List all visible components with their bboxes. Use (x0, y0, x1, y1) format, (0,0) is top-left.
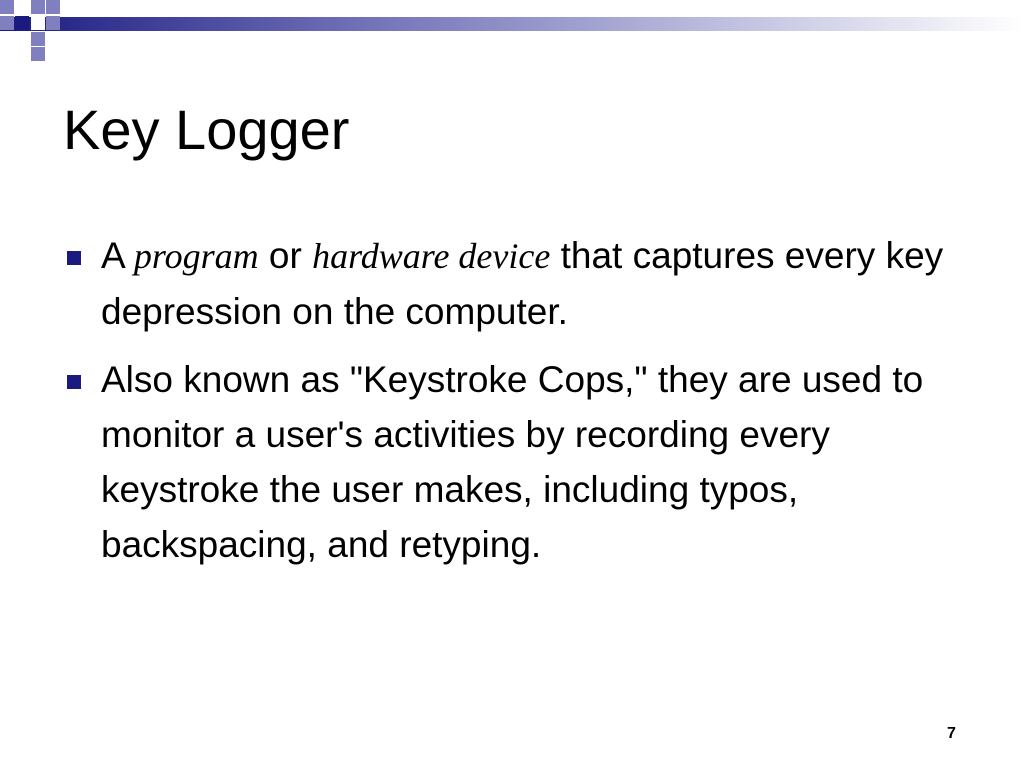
square-bullet-icon (67, 375, 81, 389)
bullet-emphasis-hardware-device: hardware device (312, 236, 551, 276)
bullet-text-start: A (101, 235, 134, 276)
bullet-list (64, 228, 984, 585)
bullet-emphasis-program: program (133, 236, 259, 276)
bullet-text: Also known as "Keystroke Cops," they are used to monitor a user's activities by recording every keystroke the user makes, including typos, backspacing, and retyping. (101, 359, 924, 565)
bullet-text-end: that captures every key depression on the computer. (101, 235, 944, 332)
bullet-text-middle: or (258, 235, 313, 276)
bullet-item (64, 228, 984, 339)
slide-title: Key Logger (63, 98, 350, 161)
page-number: 7 (947, 725, 956, 742)
bullet-item (64, 352, 984, 572)
checkered-squares-decoration (0, 0, 90, 62)
header-gradient-band (0, 17, 1024, 31)
square-bullet-icon (67, 251, 81, 265)
